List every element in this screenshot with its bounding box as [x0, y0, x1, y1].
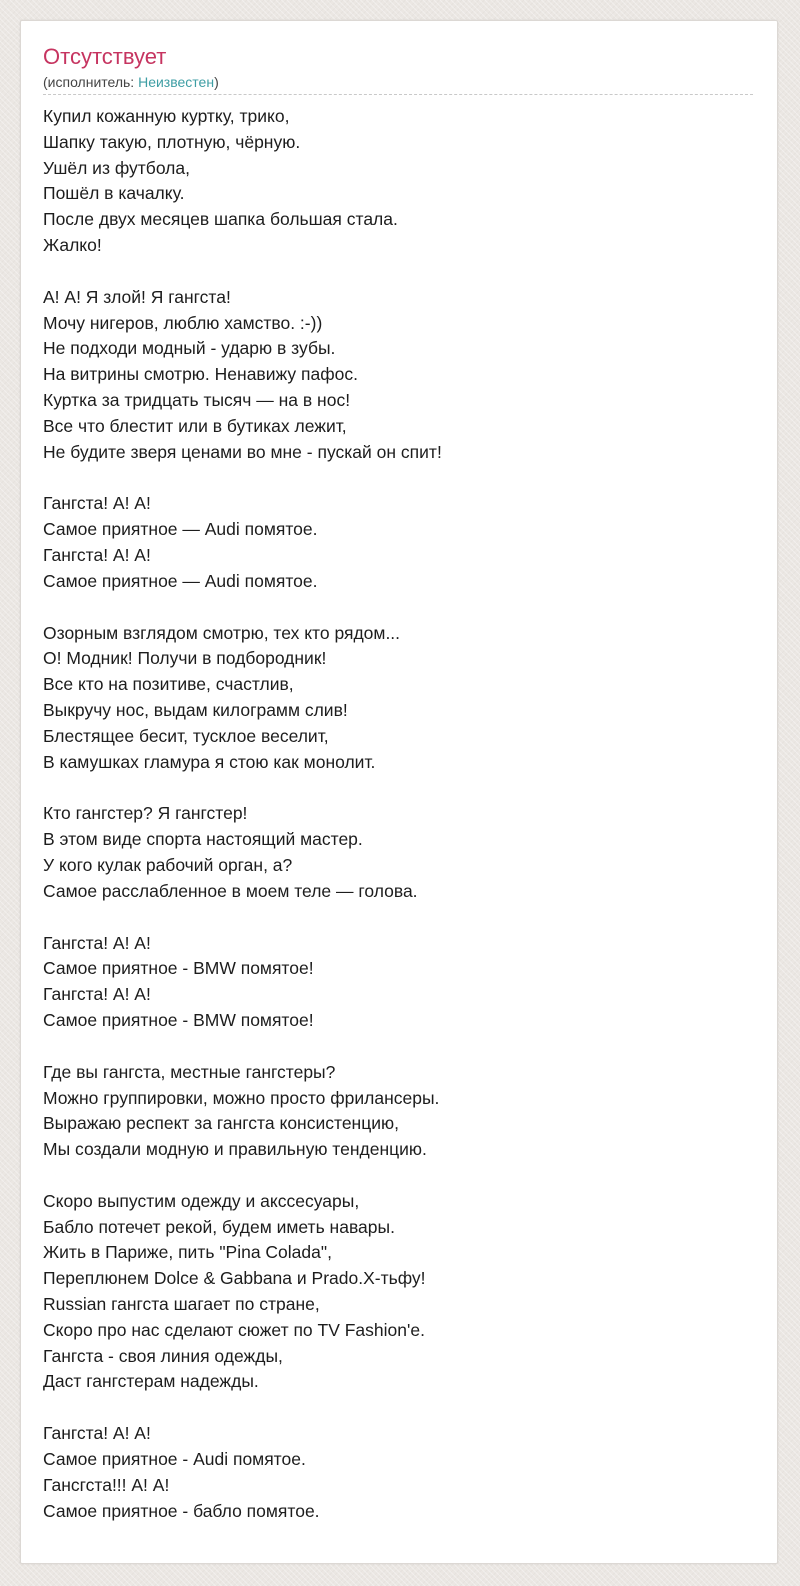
- lyrics-line: Самое приятное — Audi помятое.: [43, 570, 318, 591]
- lyrics-stanza: [43, 621, 753, 776]
- lyrics-line: В этом виде спорта настоящий мастер.: [43, 829, 363, 850]
- performer-suffix: ): [214, 74, 219, 90]
- lyrics-line: У кого кулак рабочий орган, а?: [43, 854, 293, 875]
- lyrics-line: После двух месяцев шапка большая стала.: [43, 209, 398, 230]
- lyrics-line: Где вы гангста, местные гангстеры?: [43, 1061, 336, 1082]
- lyrics-line: Мы создали модную и правильную тенденцию.: [43, 1139, 427, 1160]
- lyrics-stanza: [43, 491, 753, 594]
- song-title: Отсутствует: [43, 44, 167, 69]
- lyrics-line: Все кто на позитиве, счастлив,: [43, 674, 294, 695]
- lyrics-stanza: [43, 1421, 753, 1524]
- lyrics-line: Самое приятное - бабло помятое.: [43, 1500, 320, 1521]
- lyrics-body: [43, 104, 753, 1550]
- lyrics-line: Даст гангстерам надежды.: [43, 1371, 259, 1392]
- lyrics-line: Кто гангстер? Я гангстер!: [43, 803, 248, 824]
- lyrics-line: О! Модник! Получи в подбородник!: [43, 648, 327, 669]
- lyrics-stanza: [43, 1189, 753, 1395]
- lyrics-stanza: [43, 1060, 753, 1163]
- lyrics-line: Шапку такую, плотную, чёрную.: [43, 131, 301, 152]
- lyrics-line: Жалко!: [43, 234, 102, 255]
- lyrics-line: Гангста! А! А!: [43, 493, 151, 514]
- lyrics-line: Скоро выпустим одежду и акссесуары,: [43, 1190, 360, 1211]
- lyrics-line: Бабло потечет рекой, будем иметь навары.: [43, 1216, 395, 1237]
- lyrics-line: Озорным взглядом смотрю, тех кто рядом...: [43, 622, 401, 643]
- lyrics-line: Все что блестит или в бутиках лежит,: [43, 415, 347, 436]
- lyrics-line: Выкручу нос, выдам килограмм слив!: [43, 699, 348, 720]
- lyrics-line: В камушках гламура я стою как монолит.: [43, 751, 376, 772]
- performer-link[interactable]: Неизвестен: [138, 74, 215, 90]
- lyrics-line: Гангста - своя линия одежды,: [43, 1345, 283, 1366]
- lyrics-line: Выражаю респект за гангста консистенцию,: [43, 1113, 399, 1134]
- lyrics-line: Куртка за тридцать тысяч — на в нос!: [43, 389, 351, 410]
- lyrics-line: Гангста! А! А!: [43, 544, 151, 565]
- lyrics-stanza: [43, 104, 753, 259]
- lyrics-line: Блестящее бесит, тусклое веселит,: [43, 725, 329, 746]
- lyrics-line: Скоро про нас сделают сюжет по TV Fashion'е.: [43, 1319, 425, 1340]
- lyrics-line: Мочу нигеров, люблю хамство. :-)): [43, 312, 323, 333]
- lyrics-line: А! А! Я злой! Я гангста!: [43, 286, 231, 307]
- lyrics-line: Самое приятное - BMW помятое!: [43, 1009, 314, 1030]
- lyrics-line: Самое приятное — Audi помятое.: [43, 519, 318, 540]
- lyrics-line: Ушёл из футбола,: [43, 157, 190, 178]
- song-header: [43, 43, 753, 95]
- lyrics-line: Самое приятное - Audi помятое.: [43, 1449, 306, 1470]
- lyrics-line: Купил кожанную куртку, трико,: [43, 106, 290, 126]
- lyrics-line: Гангста! А! А!: [43, 1423, 151, 1444]
- lyrics-stanza: [43, 801, 753, 904]
- lyrics-line: Жить в Париже, пить "Pina Colada",: [43, 1242, 332, 1263]
- lyrics-line: Самое приятное - BMW помятое!: [43, 958, 314, 979]
- lyrics-line: Переплюнем Dolce & Gabbana и Prado.Х-тьфу!: [43, 1268, 426, 1289]
- lyrics-line: Гангста! А! А!: [43, 932, 151, 953]
- performer-line: [43, 73, 753, 91]
- lyrics-line: Гангста! А! А!: [43, 984, 151, 1005]
- lyrics-line: Гансгста!!! А! А!: [43, 1474, 170, 1495]
- lyrics-stanza: [43, 285, 753, 466]
- lyrics-card: [20, 20, 778, 1564]
- lyrics-line: Не будите зверя ценами во мне - пускай он спит!: [43, 441, 442, 462]
- lyrics-line: На витрины смотрю. Ненавижу пафос.: [43, 364, 358, 385]
- lyrics-line: Можно группировки, можно просто фрилансеры.: [43, 1087, 440, 1108]
- lyrics-line: Самое расслабленное в моем теле — голова.: [43, 880, 418, 901]
- lyrics-stanza: [43, 931, 753, 1034]
- performer-prefix: (исполнитель:: [43, 74, 139, 90]
- lyrics-line: Не подходи модный - ударю в зубы.: [43, 338, 336, 359]
- lyrics-line: Пошёл в качалку.: [43, 183, 185, 204]
- lyrics-line: Russian гангста шагает по стране,: [43, 1294, 320, 1315]
